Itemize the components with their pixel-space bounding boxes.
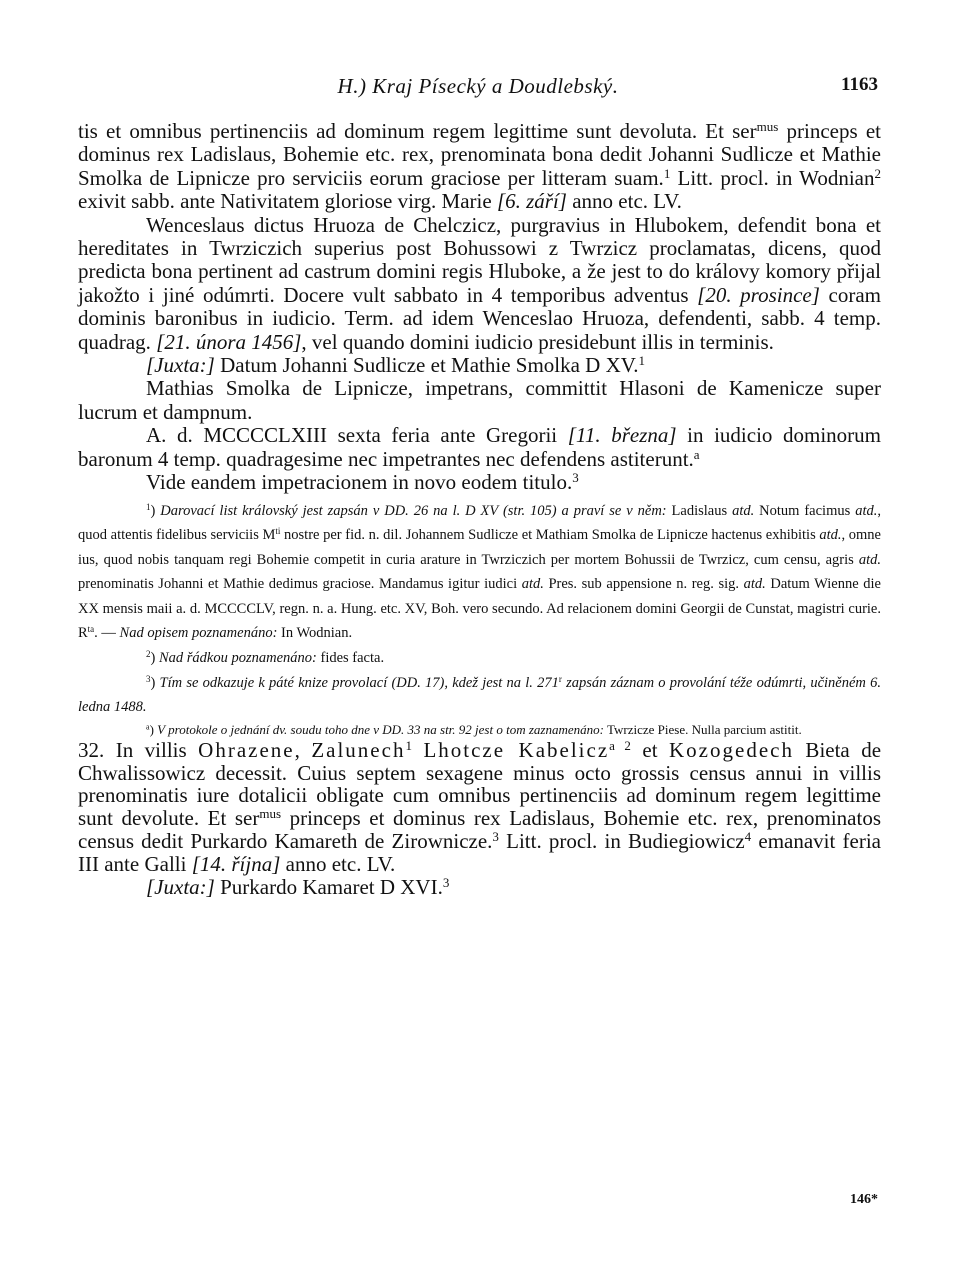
editorial-date: [20. prosince] (697, 282, 820, 307)
page-header (78, 74, 878, 102)
text-run: fides facta. (316, 650, 385, 667)
text-run: Purkardo Kamaret D XVI. (214, 874, 443, 899)
text-run: ) (150, 650, 159, 667)
footnote-ref: 1 (663, 165, 671, 181)
italic-run: Nad řádkou poznamenáno: (158, 650, 317, 667)
paragraph-juxta (78, 354, 881, 377)
juxta-label: [Juxta:] (146, 353, 215, 378)
footnote-number: 2 (146, 649, 151, 660)
text-run: ) (150, 502, 161, 519)
italic-run: Darovací list královský jest zapsán v DD. 26 na l. D XV (str. 105) a praví se v něm: (160, 502, 667, 519)
text-run: Notum facimus (754, 502, 856, 519)
text-run: in iudicio dominorum baronum 4 temp. quadragesime nec impetrantes nec defendens astiterunt. (78, 423, 882, 471)
text-run: In villis (104, 737, 199, 762)
italic-run: V protokole o jednání dv. soudu toho dne v DD. 33 na str. 92 jest o tom zaznamenáno: (157, 721, 604, 737)
footnote-3 (78, 671, 881, 720)
text-run: A. d. MCCCCLXIII sexta feria ante Gregorii (146, 423, 568, 448)
superscript: mus (259, 806, 282, 822)
editorial-date: [11. března] (567, 423, 677, 448)
italic-run: atd. (732, 502, 755, 519)
place-name: Ohrazene (198, 737, 295, 762)
note-letter: a (146, 722, 150, 732)
text-run: coram dominis baronibus in iudicio. Term. ad idem Wenceslao Hruoza, defendenti, sabb. 4 temp. quadrag. (78, 282, 881, 354)
text-run: ) (150, 674, 160, 691)
text-run: , omne ius, quod nobis tanquam regi Bohemie competit in curia arature in Twrziczich per mortem Bohussii de Twrzicz, cum censu, agris (78, 527, 881, 568)
text-run: Litt. procl. in Budiegiowicz (498, 829, 745, 854)
text-run: Vide eandem impetracionem in novo eodem titulo. (146, 470, 573, 495)
text-run (412, 738, 423, 762)
italic-run: Tím se odkazuje k páté knize provolací (DD. 17), kdež jest na l. 271 (159, 674, 559, 691)
footnote-ref: 3 (492, 828, 499, 844)
text-run: . — (94, 625, 120, 642)
place-name: Lhotcze Kabelicz (423, 737, 610, 762)
italic-run: Nad opisem poznamenáno: (119, 625, 278, 642)
text-run: Wenceslaus dictus Hruoza de Chelczicz, purgravius in Hlubokem, defendit bona et hereditates in Twrziczich superius post Bohussowi z Twrzicz proclamatas, dicens, quod predicta bona pertinent ad castrum domini regis Hluboke, a že jest to do královy komory přijal jakožto i jiné odúmrti. Docere vult sabbato in 4 temporibus adventus (78, 212, 881, 307)
place-name: Kozogedech (669, 737, 794, 762)
section-32 (78, 739, 881, 876)
text-run: Datum Johanni Sudlicze et Mathie Smolka D XV. (214, 353, 639, 378)
paragraph-hruoza (78, 214, 881, 354)
note-a (78, 720, 881, 739)
paragraph-vide (78, 471, 881, 494)
editorial-date: [14. října] (191, 851, 281, 876)
text-run: , quod attentis fidelibus serviciis M (78, 502, 881, 544)
text-run: Pres. sub appensione n. reg. sig. (543, 576, 744, 593)
section-32-juxta (78, 876, 881, 899)
superscript: ta (87, 624, 95, 635)
italic-run: zapsán záznam o provolání téže odúmrti, učiněném 6. ledna 1488. (78, 674, 881, 716)
text-run: In Wodnian. (277, 625, 353, 642)
text-run: , (294, 737, 312, 762)
footnotes (78, 499, 881, 720)
text-run: nostre per fid. n. dil. Johannem Sudlicze et Mathiam Smolka de Lipnicze hactenus exhibitis (280, 527, 820, 544)
text-run: exivit sabb. ante Nativitatem gloriose virg. Marie (78, 189, 497, 214)
note-ref: a (693, 446, 700, 462)
footnote-2 (78, 646, 881, 671)
editorial-date: [6. září] (496, 189, 567, 214)
text-run: princeps et dominus rex Ladislaus, Bohemie etc. rex, prenominata bona dedit Johanni Sudlicze et Mathie Smolka de Lipnicze pro serviciis eorum graciose per litteram suam. (78, 119, 881, 190)
footnote-ref: 3 (442, 874, 450, 890)
footnote-ref: 1 (638, 352, 645, 368)
text-run: , vel quando domini iudicio presidebunt illis in terminis. (301, 329, 774, 354)
paragraph-date (78, 424, 881, 471)
paragraph-smolka: Mathias Smolka de Lipnicze, impetrans, committit Hlasoni de Kamenicze super lucrum et dampnum. (78, 376, 881, 424)
footnote-ref: 3 (572, 469, 579, 485)
section-number: 32. (78, 737, 105, 762)
main-text (78, 120, 881, 899)
place-name: Zalunech (311, 737, 406, 762)
superscript: mus (756, 118, 779, 134)
text-run: anno etc. LV. (566, 189, 682, 214)
footnote-number: 1 (146, 501, 151, 512)
sheet-signature: 146* (850, 1192, 878, 1207)
text-run: tis et omnibus pertinenciis ad dominum regem legittime sunt devoluta. Et ser (78, 119, 757, 143)
text-run: ) (149, 721, 158, 737)
text-run: Twrzicze Piese. Nulla parcium astitit. (603, 721, 802, 737)
page-number: 1163 (841, 74, 878, 95)
footnote-ref: 2 (874, 165, 881, 181)
text-run: prenominatis Johanni et Mathie dedimus graciose. Mandamus igitur iudici (78, 576, 522, 593)
superscript: r (558, 673, 562, 684)
text-run: princeps et dominus rex Ladislaus, Bohemie etc. rex, prenominatos census dedit Purkardo Kamareth de Zirownicze. (78, 806, 882, 854)
editorial-date: [21. února 1456] (156, 329, 302, 354)
italic-run: atd. (819, 527, 842, 544)
footnote-number: 3 (146, 673, 151, 684)
italic-run: atd. (858, 551, 881, 568)
footnote-ref: a 2 (609, 737, 631, 753)
italic-run: atd. (743, 576, 766, 593)
text-run: Ladislaus (666, 502, 733, 519)
superscript: ti (275, 526, 281, 537)
text-run: et (630, 737, 670, 762)
running-title: H.) Kraj Písecký a Doudlebský. (337, 74, 619, 98)
juxta-label: [Juxta:] (146, 874, 215, 899)
footnote-1 (78, 499, 881, 647)
text-run: Bieta de Chwalissowicz decessit. Cuius septem sexagene minus octo grossis census annui in villis prenominatis iure dotalicii obligate cum omnibus pertinenciis ad dominum regem legittime sunt devolute. Et ser (78, 737, 882, 831)
italic-run: atd. (521, 576, 544, 593)
italic-run: atd. (855, 502, 878, 519)
footnote-ref: 4 (744, 828, 752, 844)
text-run: Litt. procl. in Wodnian (670, 165, 875, 190)
text-run: emanavit feria III ante Galli (78, 829, 882, 876)
text-run: anno etc. LV. (280, 851, 396, 876)
paragraph-continuation (78, 120, 881, 214)
footnote-ref: 1 (405, 737, 412, 753)
text-run: Datum Wienne die XX mensis maii a. d. MCCCCLV, regn. n. a. Hung. etc. XV, Boh. vero secundo. Ad relacionem domini Georgii de Cunstat, magistri curie. R (78, 576, 881, 642)
